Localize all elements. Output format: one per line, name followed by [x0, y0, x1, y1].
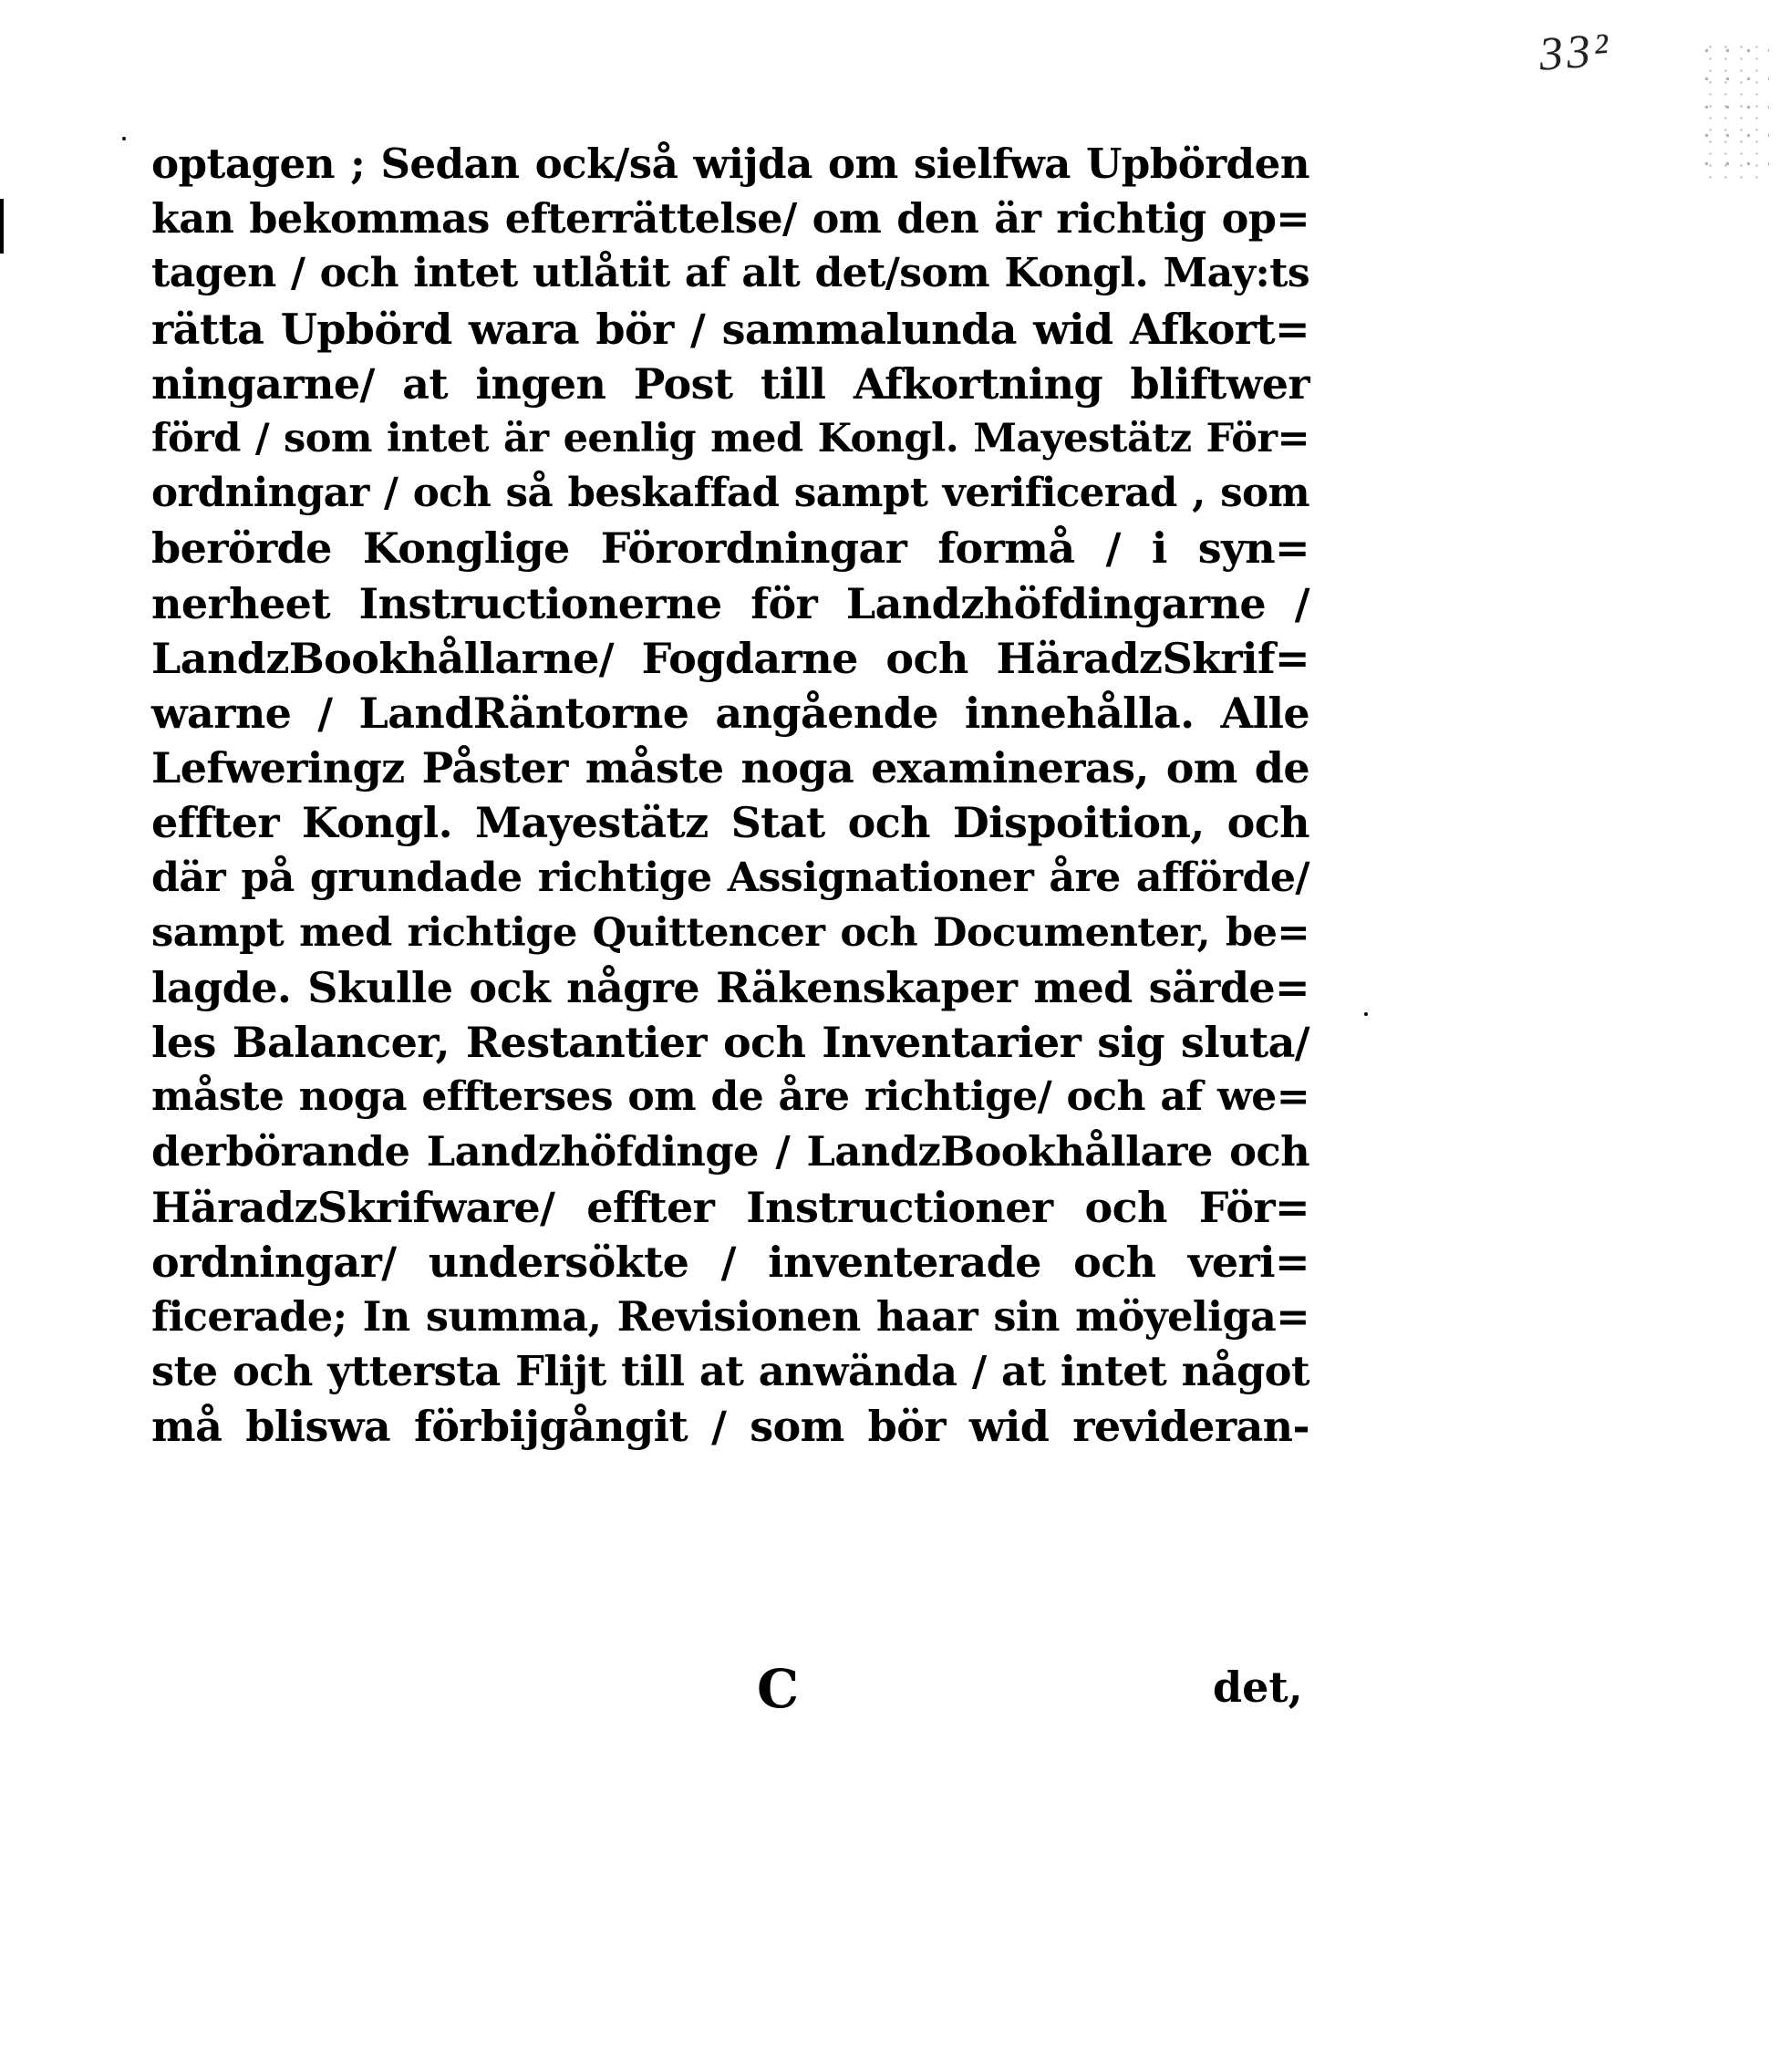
- signature-mark: C: [757, 1658, 800, 1720]
- corner-speckle-decoration: [1696, 36, 1769, 182]
- catchword: det,: [1213, 1663, 1303, 1712]
- body-line: ficerade; In summa, Revisionen haar sin möyeliga=: [151, 1291, 1309, 1341]
- body-line: ordningar/ undersökte / inventerade och veri=: [151, 1237, 1309, 1287]
- page-edge-mark: [0, 199, 4, 254]
- body-line: rätta Upbörd wara bör / sammalunda wid Afkort=: [151, 304, 1309, 354]
- body-line: lagde. Skulle ock någre Räkenskaper med särde=: [151, 962, 1309, 1012]
- body-line: warne / LandRäntorne angående innehålla. Alle: [151, 688, 1309, 738]
- body-line: kan bekommas efterrättelse/ om den är richtig op=: [151, 194, 1309, 243]
- folio-number: 33²: [1537, 24, 1614, 81]
- stray-ink-dot: [1364, 1012, 1368, 1016]
- body-line: ordningar / och så beskaffad sampt verificerad , som: [151, 470, 1309, 517]
- body-line: ste och yttersta Flijt till at anwända / at intet något: [151, 1347, 1309, 1396]
- body-line: HäradzSkrifware/ effter Instructioner och För=: [151, 1182, 1309, 1232]
- body-line: derbörande Landzhöfdinge / LandzBookhållare och: [151, 1127, 1309, 1176]
- body-line: les Balancer, Restantier och Inventarier sig sluta/: [151, 1018, 1309, 1067]
- body-line: sampt med richtige Quittencer och Documenter, be=: [151, 908, 1309, 956]
- body-line: tagen / och intet utlåtit af alt det/som Kongl. May:ts: [151, 250, 1309, 297]
- body-line: ningarne/ at ingen Post till Afkortning bliftwer: [151, 358, 1309, 409]
- body-line: LandzBookhållarne/ Fogdarne och HäradzSkrif=: [151, 633, 1309, 683]
- body-line: nerheet Instructionerne för Landzhöfdingarne /: [151, 578, 1309, 628]
- stray-ink-dot: [122, 137, 126, 140]
- body-line: måste noga effterses om de åre richtige/ och af we=: [151, 1073, 1309, 1121]
- body-line: optagen ; Sedan ock/så wijda om sielfwa Upbörden: [151, 140, 1309, 188]
- body-line: berörde Konglige Förordningar formå / i syn=: [151, 523, 1309, 574]
- body-line: där på grundade richtige Assignationer åre afförde/: [151, 854, 1309, 902]
- body-line: förd / som intet är eenlig med Kongl. Mayestätz För=: [151, 415, 1309, 461]
- body-line: Lefweringz Påster måste noga examineras, om de: [151, 743, 1309, 793]
- body-line: må bliswa förbijgångit / som bör wid revideran-: [151, 1402, 1309, 1452]
- body-text: [151, 137, 1309, 1455]
- body-line: effter Kongl. Mayestätz Stat och Dispoition, och: [151, 798, 1309, 848]
